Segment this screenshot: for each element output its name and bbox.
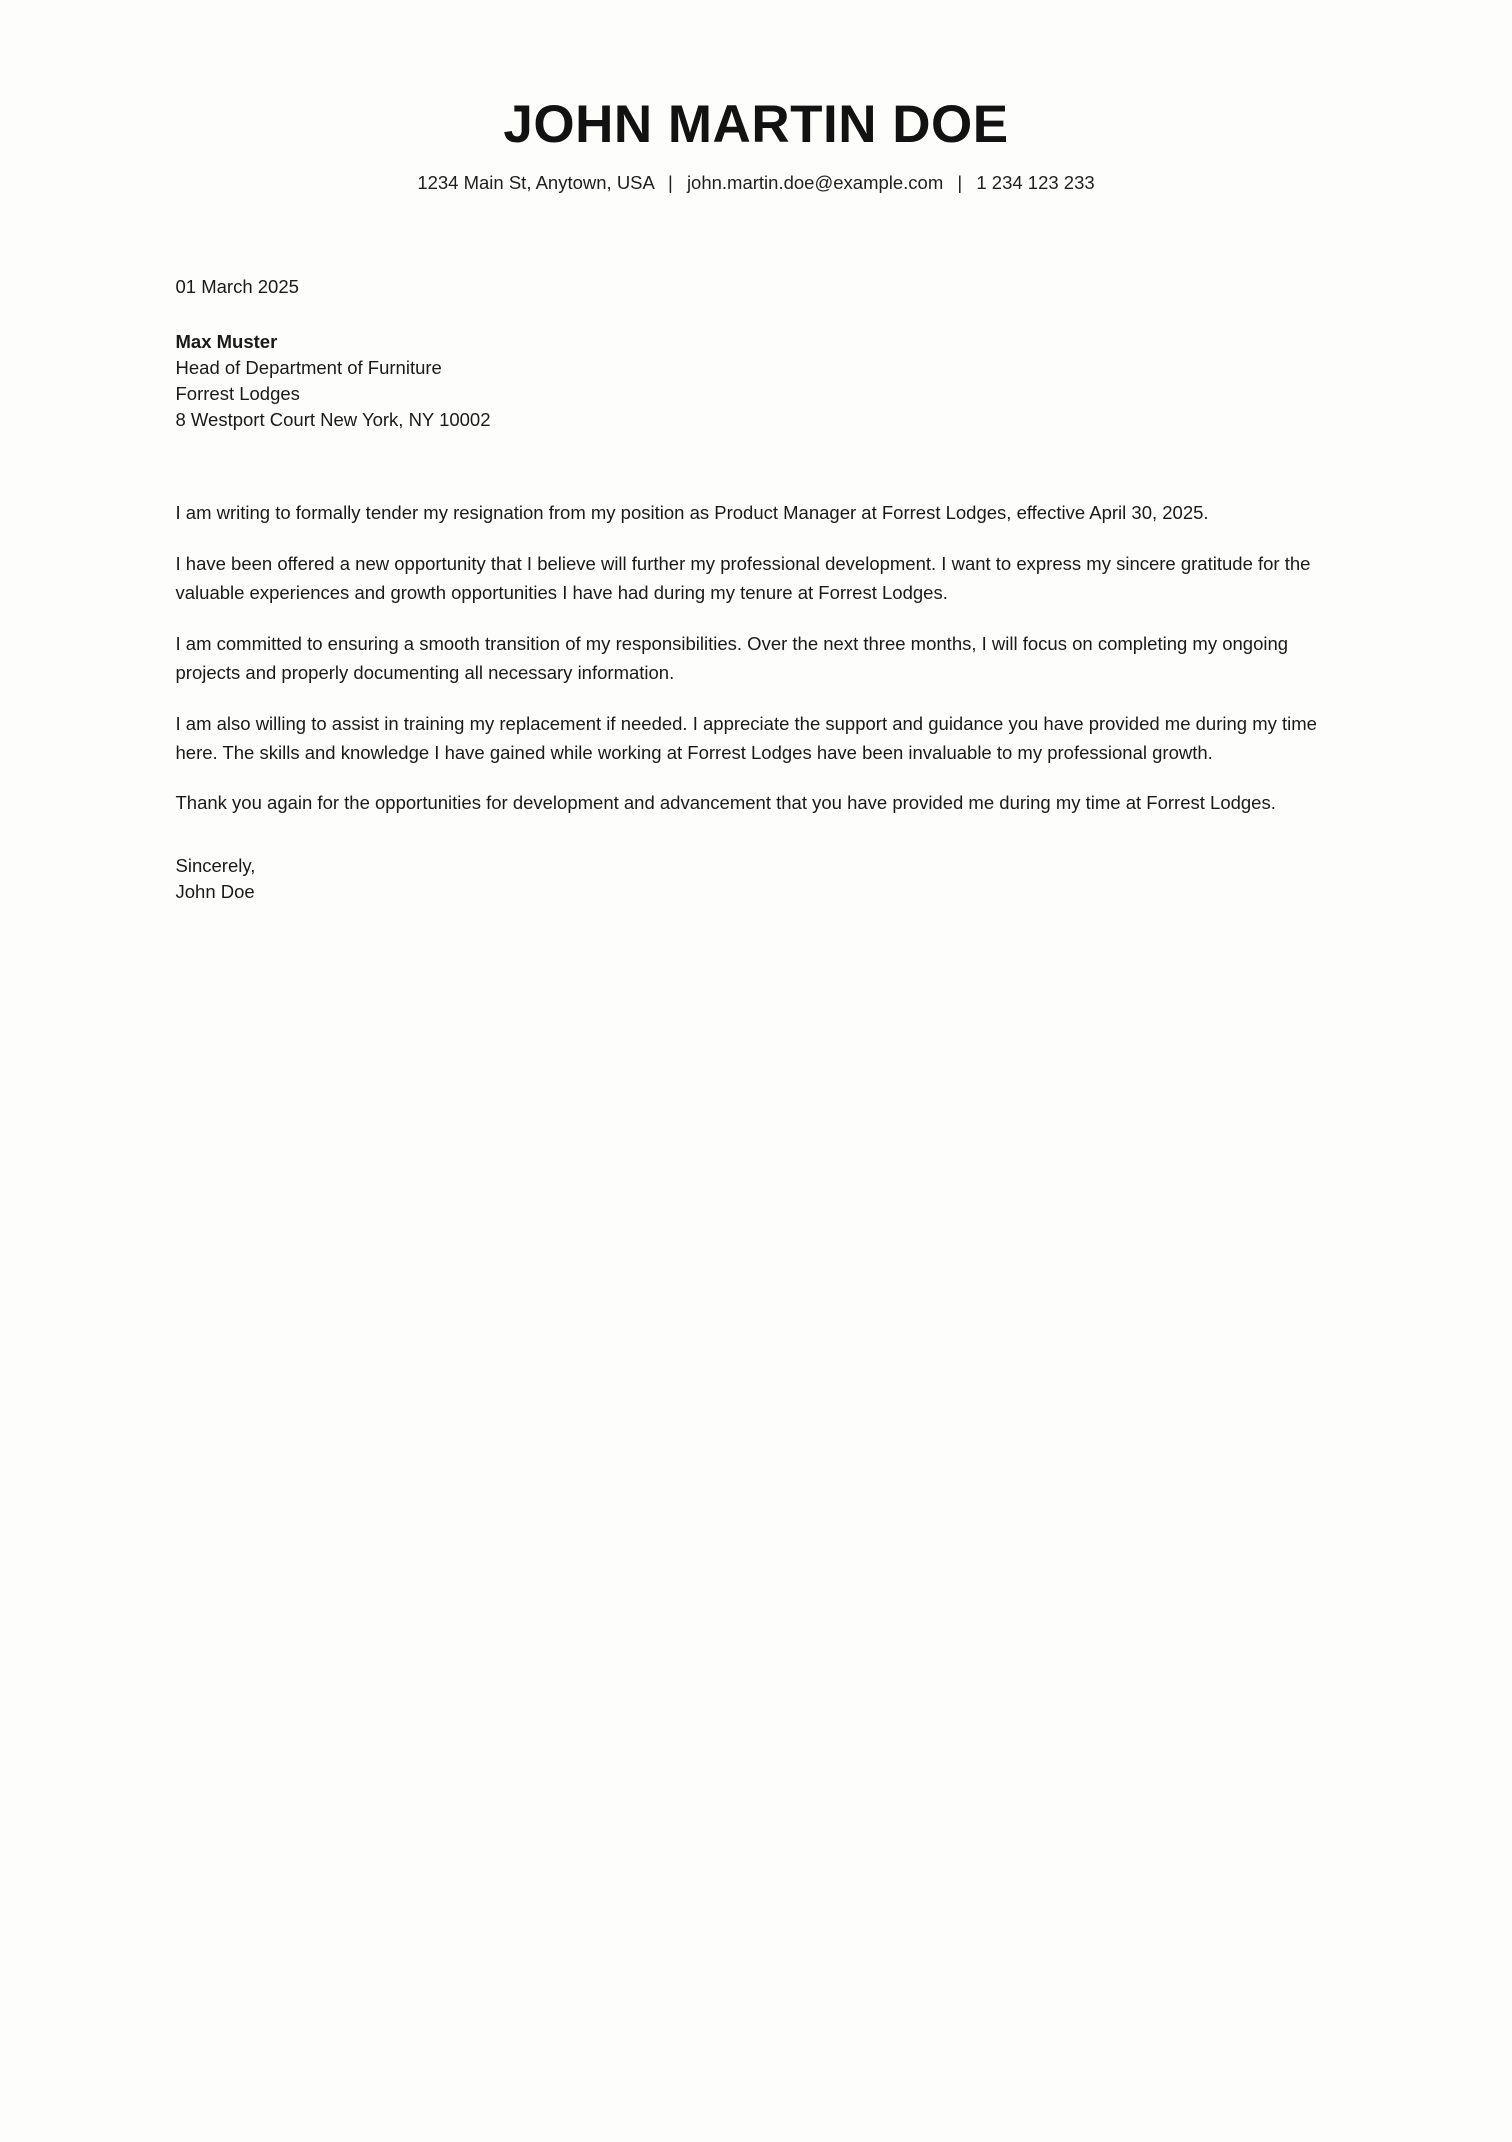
- signature-name: John Doe: [175, 881, 255, 903]
- contact-email: john.martin.doe@example.com: [686, 172, 944, 193]
- letter-date: 01 March 2025: [175, 276, 299, 298]
- contact-separator-1: |: [667, 172, 673, 193]
- body-paragraph: Thank you again for the opportunities for development and advancement that you have provided me during my time at Forrest Lodges.: [175, 792, 1276, 814]
- letter-body: [176, 499, 1338, 818]
- page-title: JOHN MARTIN DOE: [503, 95, 1009, 154]
- recipient-address: 8 Westport Court New York, NY 10002: [175, 409, 491, 431]
- contact-address: 1234 Main St, Anytown, USA: [417, 172, 654, 193]
- letter-document: [0, 0, 1512, 906]
- recipient-title: Head of Department of Furniture: [175, 357, 442, 379]
- body-paragraph: I am writing to formally tender my resignation from my position as Product Manager at Forrest Lodges, effective April 30, 2025.: [175, 502, 1209, 524]
- body-paragraph: I am committed to ensuring a smooth transition of my responsibilities. Over the next three months, I will focus on completing my ongoing projects and properly documenting all necessary information.: [175, 633, 1289, 683]
- contact-line: [0, 172, 1512, 194]
- body-paragraph: I have been offered a new opportunity that I believe will further my professional development. I want to express my sincere gratitude for the valuable experiences and growth opportunities I have had during my tenure at Forrest Lodges.: [175, 553, 1311, 604]
- recipient-block: [176, 329, 1338, 433]
- closing-block: [176, 853, 1338, 905]
- contact-separator-2: |: [957, 172, 963, 193]
- letterhead: [0, 0, 1512, 194]
- recipient-name: Max Muster: [175, 331, 278, 353]
- letter-content: [88, 275, 1425, 905]
- contact-phone: 1 234 123 233: [976, 172, 1095, 193]
- recipient-company: Forrest Lodges: [175, 383, 300, 405]
- closing-salutation: Sincerely,: [175, 855, 256, 877]
- body-paragraph: I am also willing to assist in training my replacement if needed. I appreciate the support and guidance you have provided me during my time here. The skills and knowledge I have gained while working at Forrest Lodges have been invaluable to my professional growth.: [175, 712, 1317, 763]
